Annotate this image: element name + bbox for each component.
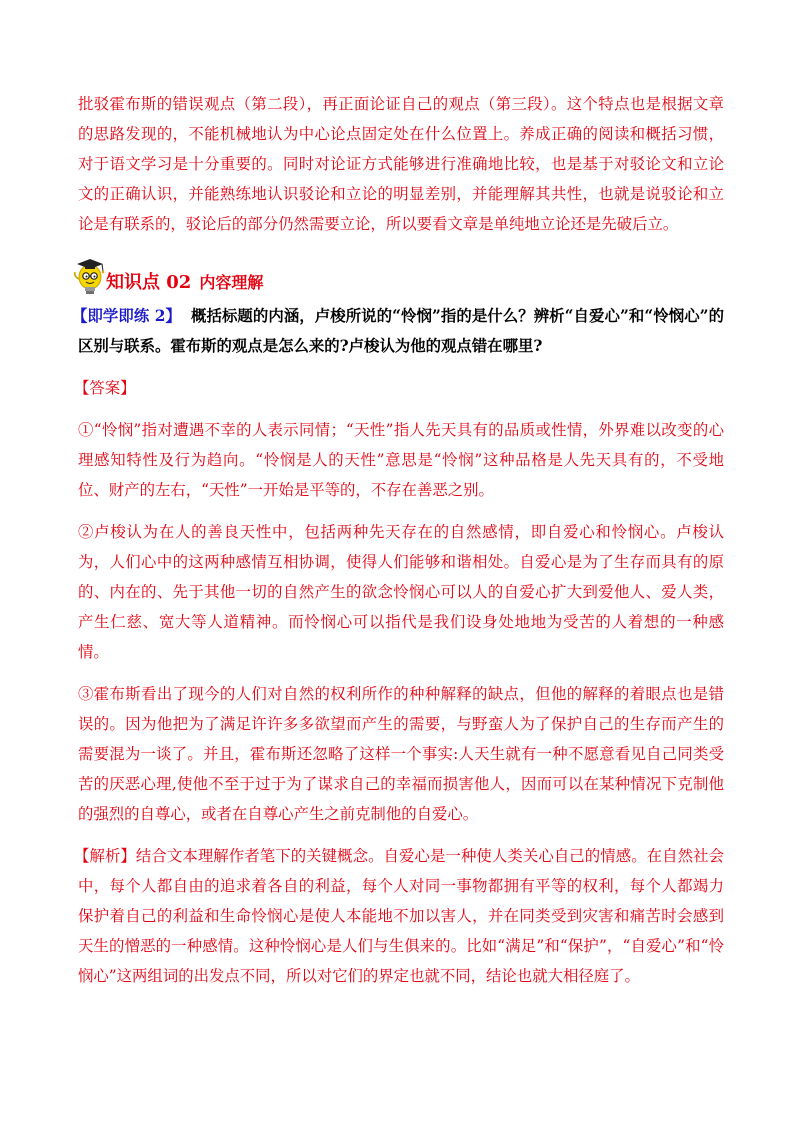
analysis-paragraph xyxy=(74,841,724,991)
analysis-tag: 【解析】 xyxy=(74,847,136,865)
document-page xyxy=(72,89,724,1003)
section-number: 知识点 02 xyxy=(106,272,192,293)
answer-point: ③霍布斯看出了现今的人们对自然的权利所作的种种解释的缺点，但他的解释的着眼点也是错误的。因为他把为了满足许许多多欲望而产生的需要，与野蛮人为了保护自己的生存而产生的需要混为一谈了。并且，霍布斯还忽略了这样一个事实:人天生就有一种不愿意看见自己同类受苦的厌恶心理,使他不至于过于为了谋求自己的幸福而损害他人，因而可以在某种情况下克制他的强烈的自尊心，或者在自尊心产生之前克制他的自爱心。 xyxy=(78,685,724,823)
section-topic: 内容理解 xyxy=(199,273,264,292)
question-text: 概括标题的内涵，卢梭所说的“怜悯”指的是什么？辨析“自爱心”和“怜悯心”的区别与联系。霍布斯的观点是怎么来的?卢梭认为他的观点错在哪里? xyxy=(78,307,724,355)
answer-point: ①“怜悯”指对遭遇不幸的人表示同情；“天性”指人先天具有的品质或性情，外界难以改变的心理感知特性及行为趋向。“怜悯是人的天性”意思是“怜悯”这种品格是人先天具有的，不受地位、财产的左右，“天性”一开始是平等的，不存在善恶之别。 xyxy=(78,421,724,499)
intro-paragraph: 批驳霍布斯的错误观点（第二段），再正面论证自己的观点（第三段）。这个特点也是根据文章的思路发现的，不能机械地认为中心论点固定处在什么位置上。养成正确的阅读和概括习惯，对于语文学习是十分重要的。同时对论证方式能够进行准确地比较，也是基于对驳论文和立论文的正确认识，并能熟练地认识驳论和立论的明显差别，并能理解其共性，也就是说驳论和立论是有联系的，驳论后的部分仍然需要立论，所以要看文章是单纯地立论还是先破后立。 xyxy=(78,95,724,233)
question-tag: 【即学即练 2】 xyxy=(72,307,182,325)
practice-question xyxy=(72,301,724,361)
answer-tag: 【答案】 xyxy=(74,379,136,397)
analysis-text: 结合文本理解作者笔下的关键概念。自爱心是一种使人类关心自己的情感。在自然社会中，每个人都自由的追求着各自的利益，每个人对同一事物都拥有平等的权利，每个人都竭力保护着自己的利益和生命怜悯心是使人本能地不加以害人，并在同类受到灾害和痛苦时会感到天生的憎恶的一种感情。这种怜悯心是人们与生俱来的。比如“满足”和“保护”，“自爱心”和“怜悯心”这两组词的出发点不同，所以对它们的界定也就不同，结论也就大相径庭了。 xyxy=(78,847,724,985)
section-heading xyxy=(72,253,724,297)
answer-point: ②卢梭认为在人的善良天性中，包括两种先天存在的自然感情，即自爱心和怜悯心。卢梭认为，人们心中的这两种感情互相协调，使得人们能够和谐相处。自爱心是为了生存而具有的原的、内在的、先于其他一切的自然产生的欲念怜悯心可以人的自爱心扩大到爱他人、爱人类，产生仁慈、宽大等人道精神。而怜悯心可以指代是我们设身处地地为受苦的人着想的一种感情。 xyxy=(78,523,724,661)
scholar-bulb-mascot-icon xyxy=(72,255,106,297)
